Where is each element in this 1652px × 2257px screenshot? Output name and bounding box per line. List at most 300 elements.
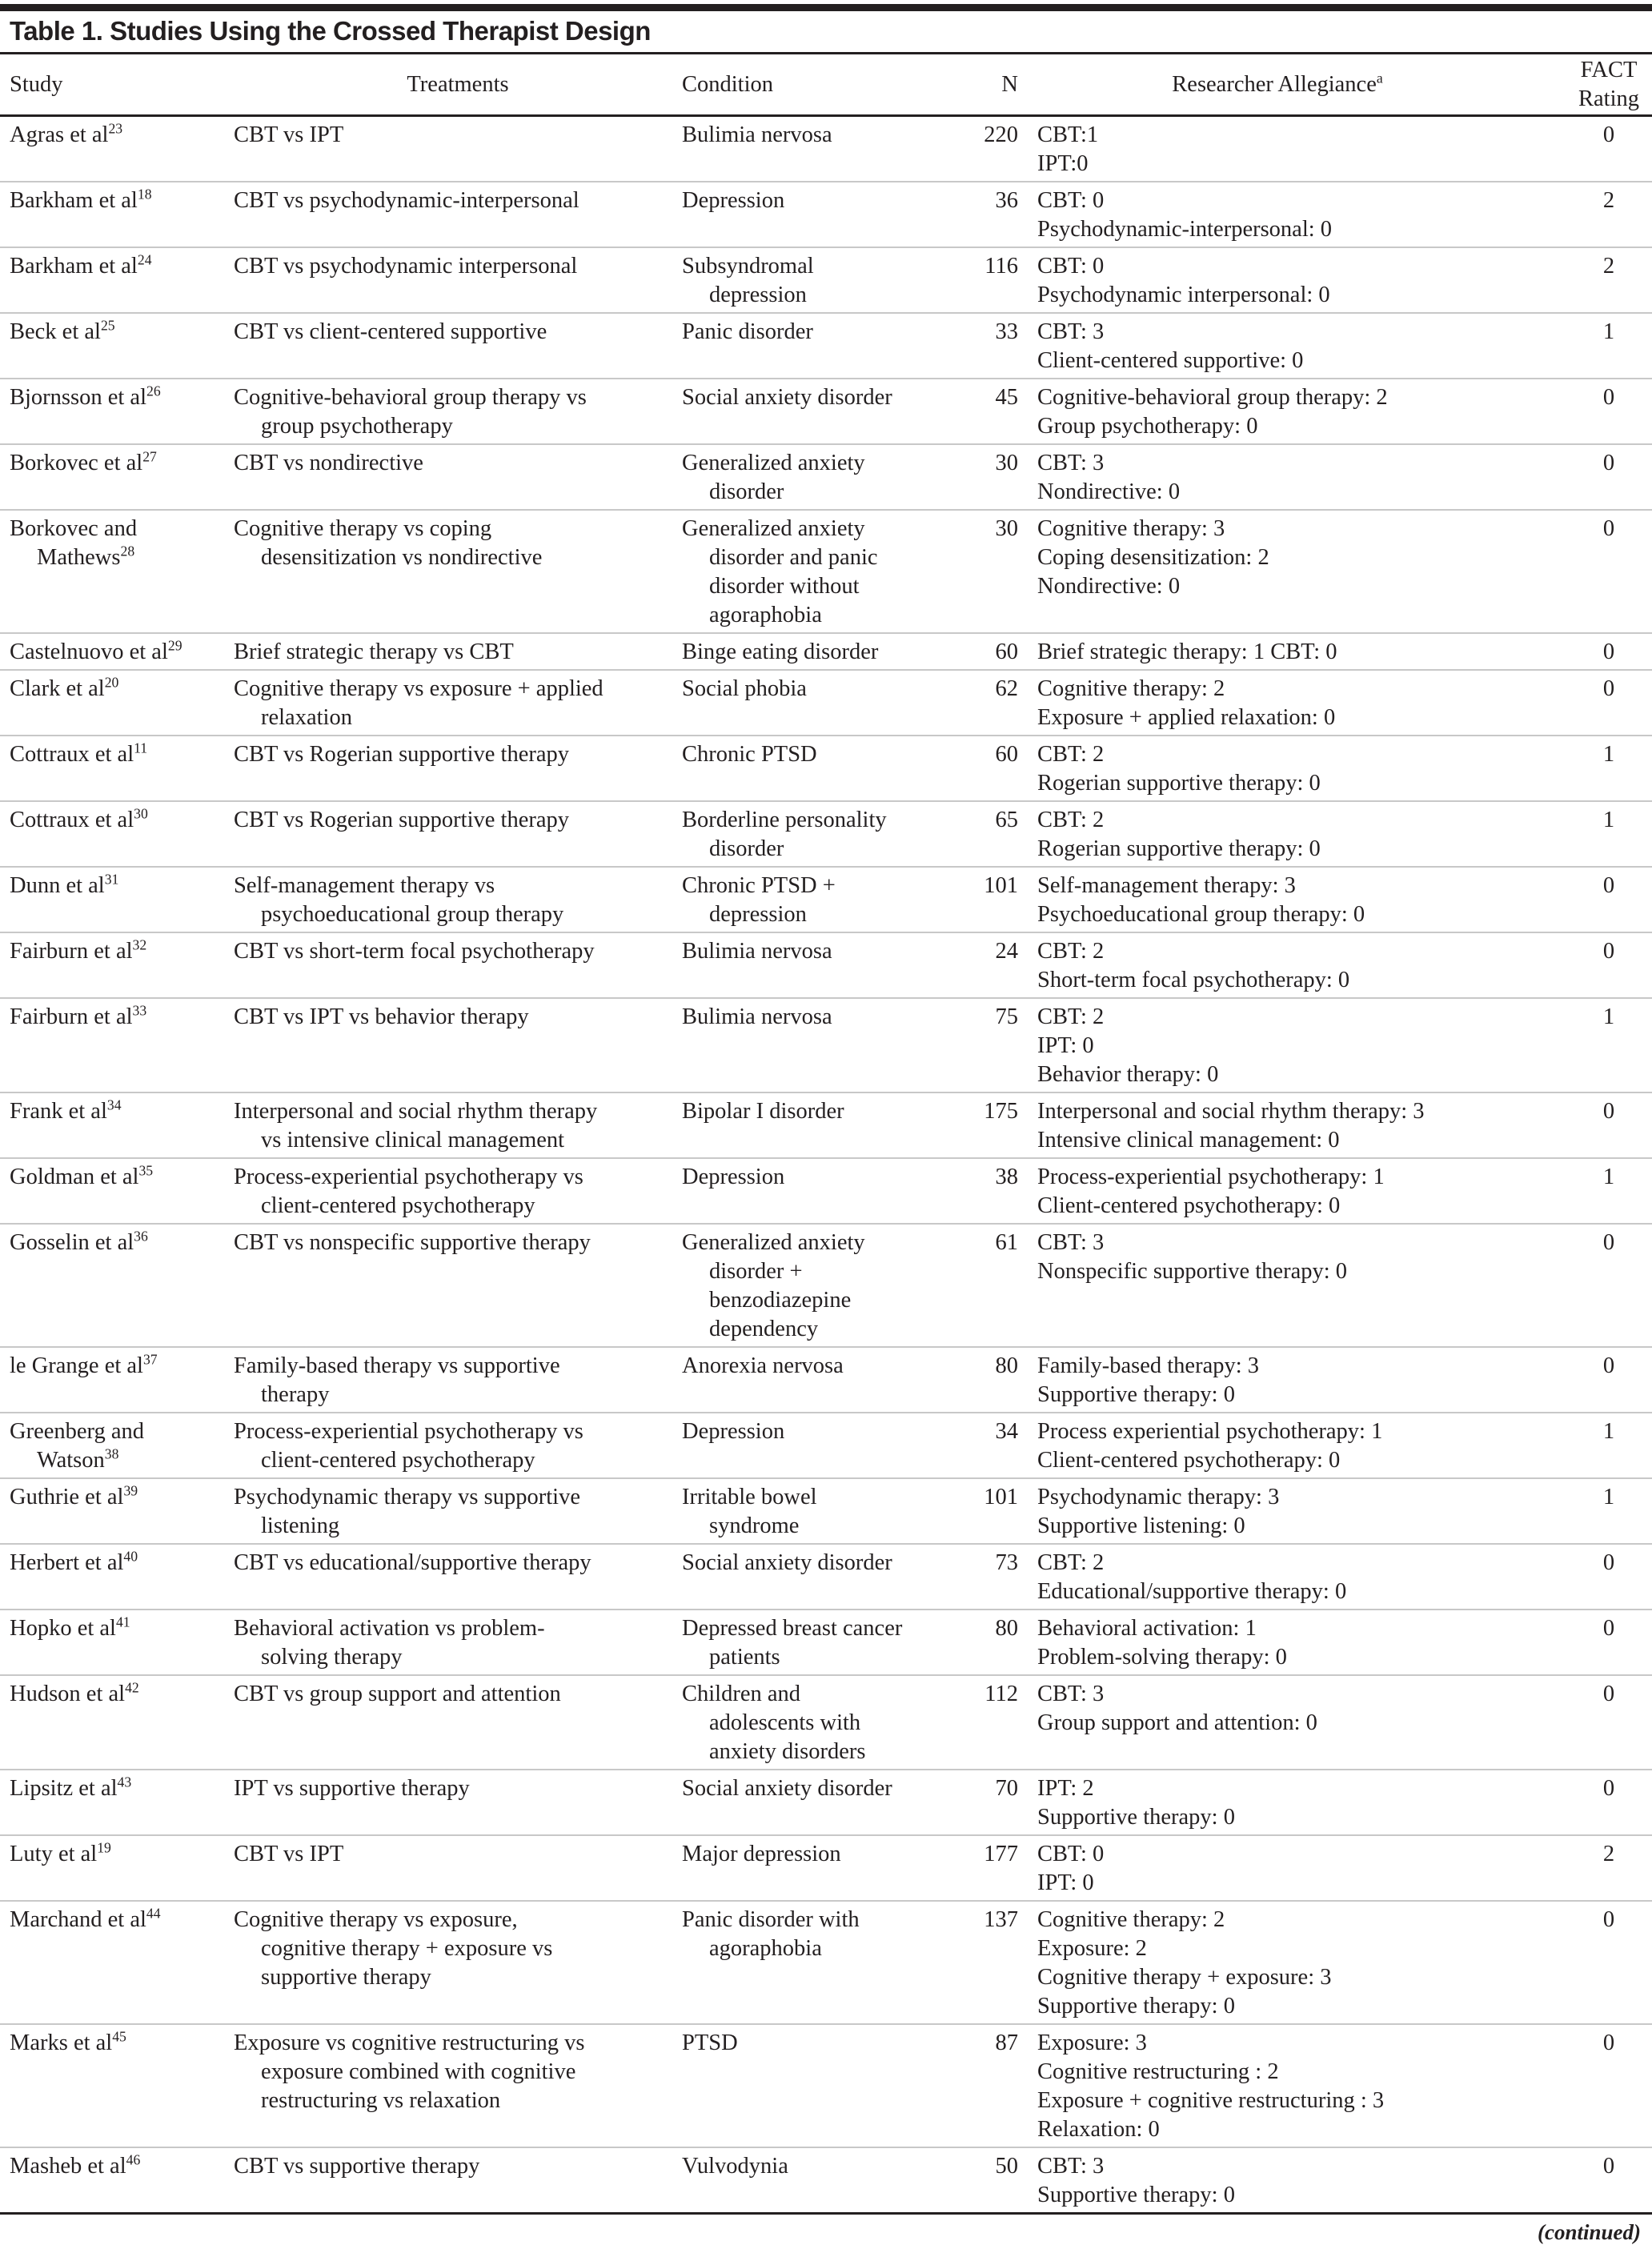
study-line-wrapper: [10, 1614, 234, 1643]
reference-number: 24: [137, 251, 152, 268]
allegiance-line: CBT: 2: [1037, 808, 1105, 832]
study-line-wrapper: [10, 543, 234, 572]
n-cell: 36: [970, 182, 1037, 247]
treatments-line: Psychodynamic therapy vs supportive: [234, 1485, 580, 1509]
condition-cell: [682, 1224, 970, 1347]
treatments-line: Exposure vs cognitive restructuring vs: [234, 2030, 585, 2055]
n-cell: 75: [970, 998, 1037, 1092]
allegiance-line: Client-centered supportive: 0: [1037, 348, 1304, 373]
condition-cell: [682, 633, 970, 670]
header-n: N: [970, 54, 1037, 116]
study-line: Greenberg and: [10, 1419, 145, 1444]
treatments-line: client-centered psychotherapy: [261, 1448, 535, 1473]
table-row: [0, 1544, 1652, 1610]
n-cell: 34: [970, 1413, 1037, 1478]
condition-cell: [682, 116, 970, 182]
condition-line: disorder and panic: [709, 545, 878, 570]
study-cell: [0, 1347, 234, 1413]
allegiance-line: CBT: 2: [1037, 742, 1105, 767]
allegiance-line: Behavior therapy: 0: [1037, 1062, 1219, 1087]
fact-rating-cell: 0: [1518, 2024, 1652, 2147]
reference-number: 19: [97, 1839, 111, 1856]
allegiance-line: IPT: 0: [1037, 1870, 1094, 1895]
treatments-cell: [234, 867, 682, 932]
treatments-cell: [234, 1835, 682, 1901]
condition-line: PTSD: [682, 2030, 738, 2055]
condition-cell: [682, 1413, 970, 1478]
study-line: Frank et al: [10, 1099, 107, 1124]
study-line: Lipsitz et al: [10, 1776, 118, 1801]
condition-cell: [682, 313, 970, 379]
treatments-line: CBT vs nondirective: [234, 451, 423, 475]
table-row: [0, 1478, 1652, 1544]
treatments-line: CBT vs educational/supportive therapy: [234, 1550, 591, 1575]
allegiance-cell: [1037, 932, 1518, 998]
table-row: [0, 510, 1652, 633]
treatments-line: relaxation: [261, 705, 352, 730]
reference-number: 37: [142, 1351, 158, 1368]
fact-rating-cell: 0: [1518, 633, 1652, 670]
treatments-line: Behavioral activation vs problem-: [234, 1616, 545, 1641]
n-cell: 33: [970, 313, 1037, 379]
allegiance-line: CBT: 3: [1037, 1682, 1105, 1706]
reference-number: 11: [134, 740, 148, 756]
study-line-wrapper: [10, 383, 234, 412]
n-cell: 220: [970, 116, 1037, 182]
allegiance-line: Rogerian supportive therapy: 0: [1037, 836, 1321, 861]
condition-cell: [682, 998, 970, 1092]
n-cell: 112: [970, 1675, 1037, 1770]
condition-line: Bipolar I disorder: [682, 1099, 844, 1124]
fact-rating-cell: 1: [1518, 801, 1652, 867]
study-line: le Grange et al: [10, 1353, 143, 1378]
allegiance-line: Educational/supportive therapy: 0: [1037, 1579, 1347, 1604]
allegiance-line: Nonspecific supportive therapy: 0: [1037, 1259, 1348, 1284]
treatments-cell: [234, 379, 682, 444]
allegiance-cell: [1037, 867, 1518, 932]
allegiance-line: Problem-solving therapy: 0: [1037, 1645, 1287, 1670]
allegiance-cell: [1037, 998, 1518, 1092]
header-row: [0, 54, 1652, 116]
treatments-line: CBT vs IPT: [234, 1842, 344, 1866]
allegiance-line: Group support and attention: 0: [1037, 1710, 1317, 1735]
study-line-wrapper: [10, 937, 234, 966]
condition-cell: [682, 1770, 970, 1835]
allegiance-cell: [1037, 1347, 1518, 1413]
study-cell: [0, 932, 234, 998]
fact-rating-cell: 0: [1518, 510, 1652, 633]
condition-cell: [682, 867, 970, 932]
treatments-cell: [234, 247, 682, 313]
study-line-wrapper: [10, 1097, 234, 1126]
study-line-wrapper: [10, 1229, 234, 1257]
allegiance-line: Cognitive-behavioral group therapy: 2: [1037, 385, 1388, 410]
header-fact-rating: FACT Rating: [1518, 54, 1652, 116]
reference-number: 38: [104, 1445, 119, 1462]
study-line-wrapper: [10, 449, 234, 478]
allegiance-line: Behavioral activation: 1: [1037, 1616, 1257, 1641]
header-condition: Condition: [682, 54, 970, 116]
study-line: Marchand et al: [10, 1907, 146, 1932]
allegiance-cell: [1037, 1675, 1518, 1770]
n-cell: 38: [970, 1158, 1037, 1224]
condition-line: Bulimia nervosa: [682, 1004, 832, 1029]
table-row: [0, 670, 1652, 736]
allegiance-line: Supportive therapy: 0: [1037, 1994, 1235, 2018]
allegiance-line: Short-term focal psychotherapy: 0: [1037, 968, 1350, 992]
condition-line: dependency: [709, 1317, 819, 1341]
condition-line: Depression: [682, 188, 785, 213]
fact-rating-cell: 0: [1518, 1347, 1652, 1413]
study-cell: [0, 2147, 234, 2214]
table-row: [0, 867, 1652, 932]
condition-cell: [682, 670, 970, 736]
n-cell: 177: [970, 1835, 1037, 1901]
condition-cell: [682, 444, 970, 510]
condition-cell: [682, 1478, 970, 1544]
n-cell: 45: [970, 379, 1037, 444]
table-row: [0, 1224, 1652, 1347]
treatments-cell: [234, 2147, 682, 2214]
condition-line: Major depression: [682, 1842, 841, 1866]
table-row: [0, 633, 1652, 670]
table-row: [0, 1901, 1652, 2024]
table-row: [0, 932, 1652, 998]
treatments-line: IPT vs supportive therapy: [234, 1776, 470, 1801]
reference-number: 40: [123, 1548, 138, 1565]
study-cell: [0, 1835, 234, 1901]
condition-cell: [682, 1544, 970, 1610]
condition-cell: [682, 2024, 970, 2147]
fact-rating-cell: 1: [1518, 1478, 1652, 1544]
treatments-cell: [234, 932, 682, 998]
study-line: Cottraux et al: [10, 808, 134, 832]
study-line-wrapper: [10, 1483, 234, 1512]
reference-number: 32: [132, 936, 147, 953]
allegiance-cell: [1037, 736, 1518, 801]
fact-rating-cell: 0: [1518, 1770, 1652, 1835]
allegiance-cell: [1037, 1092, 1518, 1158]
treatments-line: CBT vs Rogerian supportive therapy: [234, 742, 569, 767]
study-line: Masheb et al: [10, 2154, 126, 2179]
condition-cell: [682, 1158, 970, 1224]
allegiance-line: Cognitive therapy + exposure: 3: [1037, 1965, 1332, 1990]
header-allegiance-label: Researcher Allegiance: [1172, 72, 1377, 97]
treatments-line: cognitive therapy + exposure vs: [261, 1936, 553, 1961]
allegiance-line: Exposure + applied relaxation: 0: [1037, 705, 1336, 730]
reference-number: 34: [106, 1096, 122, 1113]
treatments-cell: [234, 1158, 682, 1224]
allegiance-line: Process-experiential psychotherapy: 1: [1037, 1165, 1385, 1189]
fact-rating-cell: 0: [1518, 1610, 1652, 1675]
allegiance-line: Client-centered psychotherapy: 0: [1037, 1193, 1341, 1218]
study-line: Clark et al: [10, 676, 105, 701]
treatments-cell: [234, 736, 682, 801]
allegiance-cell: [1037, 633, 1518, 670]
condition-line: Bulimia nervosa: [682, 939, 832, 964]
table-container: [0, 52, 1652, 2245]
table-row: [0, 1675, 1652, 1770]
allegiance-line: Psychodynamic-interpersonal: 0: [1037, 217, 1333, 242]
allegiance-line: Rogerian supportive therapy: 0: [1037, 771, 1321, 796]
treatments-line: group psychotherapy: [261, 414, 453, 439]
condition-line: disorder without: [709, 574, 860, 599]
condition-line: benzodiazepine: [709, 1288, 852, 1313]
condition-line: Subsyndromal: [682, 254, 814, 279]
n-cell: 70: [970, 1770, 1037, 1835]
reference-number: 31: [104, 871, 119, 888]
condition-cell: [682, 1092, 970, 1158]
n-cell: 101: [970, 1478, 1037, 1544]
study-line: Fairburn et al: [10, 939, 133, 964]
study-line: Watson: [37, 1448, 105, 1473]
study-line-wrapper: [10, 1680, 234, 1709]
allegiance-line: CBT: 0: [1037, 188, 1105, 213]
reference-number: 26: [146, 383, 161, 399]
fact-rating-cell: 0: [1518, 1092, 1652, 1158]
treatments-line: Cognitive-behavioral group therapy vs: [234, 385, 587, 410]
allegiance-line: IPT:0: [1037, 151, 1089, 176]
condition-cell: [682, 801, 970, 867]
reference-number: 28: [120, 543, 135, 559]
table-row: [0, 247, 1652, 313]
condition-cell: [682, 932, 970, 998]
study-cell: [0, 313, 234, 379]
allegiance-line: Intensive clinical management: 0: [1037, 1128, 1340, 1153]
condition-line: syndrome: [709, 1513, 800, 1538]
study-line-wrapper: [10, 740, 234, 769]
reference-number: 39: [123, 1482, 138, 1499]
fact-rating-cell: 0: [1518, 116, 1652, 182]
study-cell: [0, 116, 234, 182]
condition-line: Vulvodynia: [682, 2154, 788, 2179]
table-row: [0, 379, 1652, 444]
allegiance-line: Exposure + cognitive restructuring : 3: [1037, 2088, 1385, 2113]
treatments-cell: [234, 1901, 682, 2024]
table-row: [0, 1835, 1652, 1901]
reference-number: 27: [142, 448, 157, 465]
treatments-cell: [234, 1413, 682, 1478]
study-line-wrapper: [10, 121, 234, 150]
table-row: [0, 182, 1652, 247]
study-line: Barkham et al: [10, 254, 138, 279]
fact-rating-cell: 2: [1518, 247, 1652, 313]
allegiance-line: Supportive therapy: 0: [1037, 1382, 1235, 1407]
condition-line: Social phobia: [682, 676, 807, 701]
allegiance-line: Nondirective: 0: [1037, 574, 1181, 599]
fact-rating-cell: 0: [1518, 444, 1652, 510]
allegiance-cell: [1037, 2147, 1518, 2214]
reference-number: 46: [126, 2151, 141, 2168]
allegiance-line: Cognitive therapy: 2: [1037, 1907, 1225, 1932]
fact-rating-cell: 0: [1518, 1224, 1652, 1347]
treatments-line: restructuring vs relaxation: [261, 2088, 501, 2113]
study-line: Mathews: [37, 545, 121, 570]
treatments-cell: [234, 313, 682, 379]
treatments-line: CBT vs psychodynamic interpersonal: [234, 254, 578, 279]
n-cell: 101: [970, 867, 1037, 932]
n-cell: 175: [970, 1092, 1037, 1158]
table-row: [0, 2024, 1652, 2147]
treatments-line: supportive therapy: [261, 1965, 431, 1990]
study-cell: [0, 1478, 234, 1544]
treatments-line: solving therapy: [261, 1645, 403, 1670]
fact-rating-cell: 0: [1518, 1901, 1652, 2024]
fact-rating-cell: 1: [1518, 313, 1652, 379]
treatments-cell: [234, 801, 682, 867]
allegiance-line: CBT: 2: [1037, 939, 1105, 964]
condition-line: Depression: [682, 1165, 785, 1189]
reference-number: 45: [112, 2028, 126, 2045]
reference-number: 23: [108, 120, 123, 137]
condition-line: Borderline personality: [682, 808, 887, 832]
reference-number: 36: [134, 1228, 148, 1245]
allegiance-line: Psychodynamic interpersonal: 0: [1037, 283, 1330, 307]
condition-cell: [682, 1901, 970, 2024]
condition-line: disorder: [709, 479, 784, 504]
study-cell: [0, 867, 234, 932]
condition-cell: [682, 379, 970, 444]
table-row: [0, 1092, 1652, 1158]
study-line-wrapper: [10, 1549, 234, 1577]
condition-line: Binge eating disorder: [682, 639, 879, 664]
treatments-cell: [234, 2024, 682, 2147]
n-cell: 61: [970, 1224, 1037, 1347]
n-cell: 73: [970, 1544, 1037, 1610]
condition-line: Depression: [682, 1419, 785, 1444]
fact-rating-cell: 0: [1518, 1544, 1652, 1610]
treatments-cell: [234, 1770, 682, 1835]
reference-number: 42: [125, 1679, 139, 1696]
treatments-cell: [234, 998, 682, 1092]
study-line: Marks et al: [10, 2030, 113, 2055]
fact-rating-cell: 0: [1518, 867, 1652, 932]
condition-line: Panic disorder: [682, 319, 813, 344]
condition-line: Bulimia nervosa: [682, 122, 832, 147]
allegiance-cell: [1037, 379, 1518, 444]
allegiance-cell: [1037, 510, 1518, 633]
n-cell: 24: [970, 932, 1037, 998]
treatments-line: Family-based therapy vs supportive: [234, 1353, 560, 1378]
allegiance-line: Nondirective: 0: [1037, 479, 1181, 504]
reference-number: 18: [137, 186, 152, 202]
treatments-line: Cognitive therapy vs exposure + applied: [234, 676, 603, 701]
fact-rating-cell: 1: [1518, 1158, 1652, 1224]
table-title: Table 1. Studies Using the Crossed Therapist Design: [10, 16, 651, 46]
condition-line: adolescents with: [709, 1710, 861, 1735]
condition-line: disorder +: [709, 1259, 803, 1284]
treatments-cell: [234, 1347, 682, 1413]
treatments-line: client-centered psychotherapy: [261, 1193, 535, 1218]
treatments-cell: [234, 182, 682, 247]
study-line-wrapper: [10, 638, 234, 667]
table-row: [0, 736, 1652, 801]
allegiance-line: CBT: 2: [1037, 1004, 1105, 1029]
study-line-wrapper: [10, 318, 234, 347]
condition-cell: [682, 1835, 970, 1901]
study-line: Cottraux et al: [10, 742, 134, 767]
allegiance-line: Client-centered psychotherapy: 0: [1037, 1448, 1341, 1473]
study-line: Luty et al: [10, 1842, 98, 1866]
allegiance-cell: [1037, 1835, 1518, 1901]
treatments-line: Process-experiential psychotherapy vs: [234, 1165, 583, 1189]
allegiance-line: IPT: 0: [1037, 1033, 1094, 1058]
allegiance-cell: [1037, 1224, 1518, 1347]
condition-line: Social anxiety disorder: [682, 1776, 892, 1801]
allegiance-line: CBT: 0: [1037, 254, 1105, 279]
allegiance-line: CBT: 2: [1037, 1550, 1105, 1575]
reference-number: 44: [146, 1905, 161, 1922]
allegiance-cell: [1037, 1610, 1518, 1675]
study-line-wrapper: [10, 186, 234, 215]
condition-line: agoraphobia: [709, 603, 822, 627]
study-cell: [0, 1610, 234, 1675]
study-line-wrapper: [10, 252, 234, 281]
n-cell: 116: [970, 247, 1037, 313]
fact-rating-cell: 0: [1518, 379, 1652, 444]
n-cell: 65: [970, 801, 1037, 867]
condition-cell: [682, 1347, 970, 1413]
treatments-line: Interpersonal and social rhythm therapy: [234, 1099, 598, 1124]
study-cell: [0, 444, 234, 510]
condition-cell: [682, 182, 970, 247]
study-line-wrapper: [10, 1906, 234, 1934]
n-cell: 30: [970, 444, 1037, 510]
allegiance-line: CBT: 3: [1037, 451, 1105, 475]
condition-line: depression: [709, 902, 807, 927]
study-cell: [0, 998, 234, 1092]
treatments-line: Cognitive therapy vs exposure,: [234, 1907, 518, 1932]
table-row: [0, 2147, 1652, 2214]
treatments-cell: [234, 510, 682, 633]
allegiance-line: Cognitive restructuring : 2: [1037, 2059, 1279, 2084]
allegiance-cell: [1037, 1544, 1518, 1610]
study-line-wrapper: [10, 2029, 234, 2058]
treatments-line: Cognitive therapy vs coping: [234, 516, 492, 541]
allegiance-line: Brief strategic therapy: 1 CBT: 0: [1037, 639, 1337, 664]
study-cell: [0, 379, 234, 444]
allegiance-cell: [1037, 444, 1518, 510]
condition-cell: [682, 247, 970, 313]
reference-number: 33: [132, 1002, 147, 1019]
treatments-line: listening: [261, 1513, 340, 1538]
top-rule: [0, 4, 1652, 11]
condition-cell: [682, 2147, 970, 2214]
allegiance-cell: [1037, 801, 1518, 867]
study-line-wrapper: [10, 1352, 234, 1381]
study-cell: [0, 670, 234, 736]
study-line-wrapper: [10, 806, 234, 835]
allegiance-line: Cognitive therapy: 3: [1037, 516, 1225, 541]
allegiance-line: CBT: 0: [1037, 1842, 1105, 1866]
reference-number: 25: [100, 317, 115, 334]
allegiance-cell: [1037, 313, 1518, 379]
study-line: Borkovec et al: [10, 451, 143, 475]
condition-line: Depressed breast cancer: [682, 1616, 903, 1641]
table-row: [0, 313, 1652, 379]
treatments-cell: [234, 670, 682, 736]
treatments-cell: [234, 1478, 682, 1544]
condition-line: Generalized anxiety: [682, 451, 865, 475]
allegiance-line: Supportive therapy: 0: [1037, 1805, 1235, 1830]
allegiance-line: Relaxation: 0: [1037, 2117, 1160, 2142]
fact-rating-cell: 0: [1518, 2147, 1652, 2214]
reference-number: 29: [167, 637, 182, 654]
condition-line: Chronic PTSD: [682, 742, 817, 767]
n-cell: 80: [970, 1347, 1037, 1413]
study-line-wrapper: [10, 1003, 234, 1032]
study-line-wrapper: [10, 1163, 234, 1192]
